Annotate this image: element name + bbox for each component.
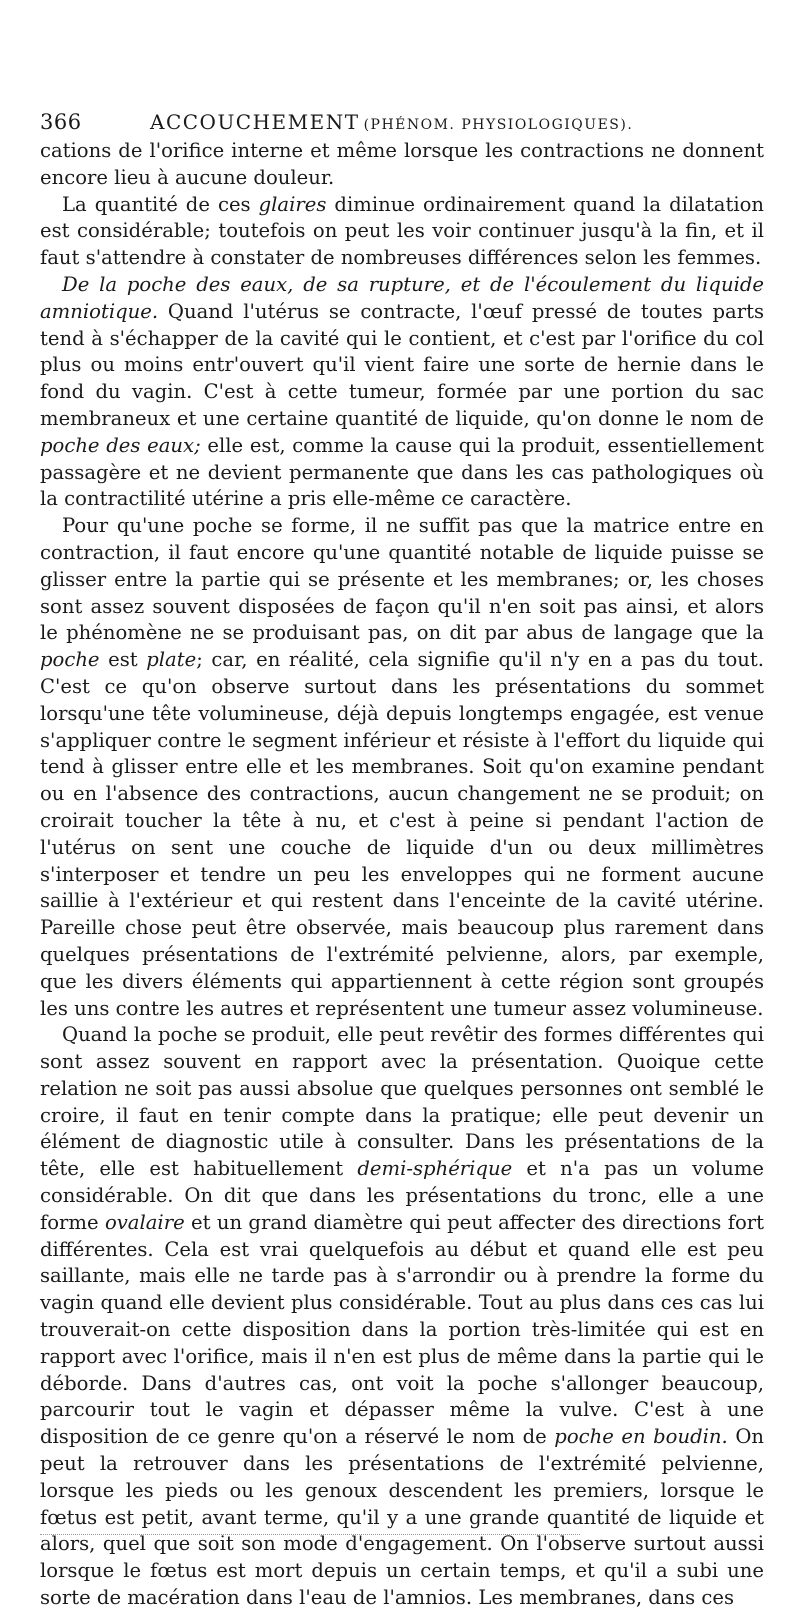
paragraph-2-text-b: diminue ordinairement quand la dilatation est considérable; toutefois on peut les voir continuer jusqu'à la fin, et il faut s'attendre à constater de nombreuses différences selon les femmes. [40,192,764,270]
paragraph-3-text-a: Quand l'utérus se contracte, l'œuf pressé de toutes parts tend à s'échapper de la cavité qui le contient, et c'est par l'orifice du col plus ou moins entr'ouvert qu'il vient faire une sorte de hernie dans le fond du vagin. C'est à cette tumeur, formée par une portion du sac membraneux et une certaine quantité de liquide, qu'on donne le nom de [40,299,764,430]
running-title: ACCOUCHEMENT [150,110,360,134]
paragraph-4-italic-1: poche [40,648,100,672]
section-heading: De la poche des eaux, de sa rupture, et de l'écoulement du liquide amniotique. [40,272,764,323]
paragraph-5-text-d: On peut la retrouver dans les présentations de l'extrémité pelvienne, lorsque les pieds ou les genoux descendent les premiers, lorsque le fœtus est petit, avant terme, qu'il y a une grande quantité de liquide et alors, quel que soit son mode d'engagement. On l'observe surtout aussi lorsque le fœtus est mort depuis un certain temps, et qu'il a subi une sorte de macération dans l'eau de l'amnios. Les membranes, dans ces [40,1425,764,1610]
paragraph-3-text-b: elle est, comme la cause qui la produit, essentiellement passagère et ne devient permanente que dans les cas pathologiques où la contractilité utérine a pris elle-même ce caractère. [40,433,764,511]
paragraph-5-italic-1: demi-sphérique [357,1157,513,1181]
paragraph-4 [40,513,764,1022]
paragraph-4-italic-2: plate [146,648,197,672]
footer-dotted-rule [40,1534,580,1535]
paragraph-1 [40,138,764,192]
paragraph-5-text-a: Quand la poche se produit, elle peut revêtir des formes différentes qui sont assez souvent en rapport avec la présentation. Quoique cette relation ne soit pas aussi absolue que quelques personnes ont semblé le croire, il faut en tenir compte dans la pratique; elle peut devenir un élément de diagnostic utile à consulter. Dans les présentations de la tête, elle est habituellement [40,1023,764,1181]
paragraph-2-italic: glaires [258,192,327,216]
page-number: 366 [40,110,82,134]
paragraph-2-text-a: La quantité de ces [62,192,259,216]
paragraph-5-text-c: et un grand diamètre qui peut affecter des directions fort différentes. Cela est vrai quelquefois au début et quand elle est peu saillante, mais elle ne tarde pas à s'arrondir ou à prendre la forme du vagin quand elle devient plus considérable. Tout au plus dans ces cas lui trouverait-on cette disposition dans la portion très-limitée qui est en rapport avec l'orifice, mais il n'en est plus de même dans la partie qui le déborde. Dans d'autres cas, ont voit la poche s'allonger beaucoup, parcourir tout le vagin et dépasser même la vulve. C'est à une disposition de ce genre qu'on a réservé le nom de [40,1210,764,1449]
running-subtitle: (PHÉNOM. PHYSIOLOGIQUES). [363,117,634,133]
paragraph-5-text-b: et n'a pas un volume considérable. On dit que dans les présentations du tronc, elle a une forme [40,1157,764,1234]
paragraph-5 [40,1022,764,1612]
running-head [40,110,764,134]
paragraph-2 [40,192,764,272]
paragraph-5-italic-3: poche en boudin. [554,1425,728,1449]
paragraph-3-italic: poche des eaux; [40,433,201,457]
paragraph-3 [40,272,764,513]
body-text [40,138,764,1612]
paragraph-4-text-a: Pour qu'une poche se forme, il ne suffit pas que la matrice entre en contraction, il faut encore qu'une quantité notable de liquide puisse se glisser entre la partie qui se présente et les membranes; or, les choses sont assez souvent disposées de façon qu'il n'en soit pas ainsi, et alors le phénomène ne se produisant pas, on dit par abus de langage que la [40,514,764,645]
paragraph-4-text-b: est [99,648,147,672]
paragraph-1-text: cations de l'orifice interne et même lorsque les contractions ne donnent encore lieu à aucune douleur. [40,139,764,189]
paragraph-5-italic-2: ovalaire [104,1210,185,1234]
paragraph-4-text-c: ; car, en réalité, cela signifie qu'il n'y en a pas du tout. C'est ce qu'on observe surtout dans les présentations du sommet lorsqu'une tête volumineuse, déjà depuis longtemps engagée, est venue s'appliquer contre le segment inférieur et résiste à l'effort du liquide qui tend à glisser entre elle et les membranes. Soit qu'on examine pendant ou en l'absence des contractions, aucun changement ne se produit; on croirait toucher la tête à nu, et c'est à peine si pendant l'action de l'utérus on sent une couche de liquide d'un ou deux millimètres s'interposer et tendre un peu les enveloppes qui ne forment aucune saillie à l'extérieur et qui restent dans l'enceinte de la cavité utérine. Pareille chose peut être observée, mais beaucoup plus rarement dans quelques présentations de l'extrémité pelvienne, alors, par exemple, que les divers éléments qui appartiennent à cette région sont groupés les uns contre les autres et représentent une tumeur assez volumineuse. [40,648,764,1020]
